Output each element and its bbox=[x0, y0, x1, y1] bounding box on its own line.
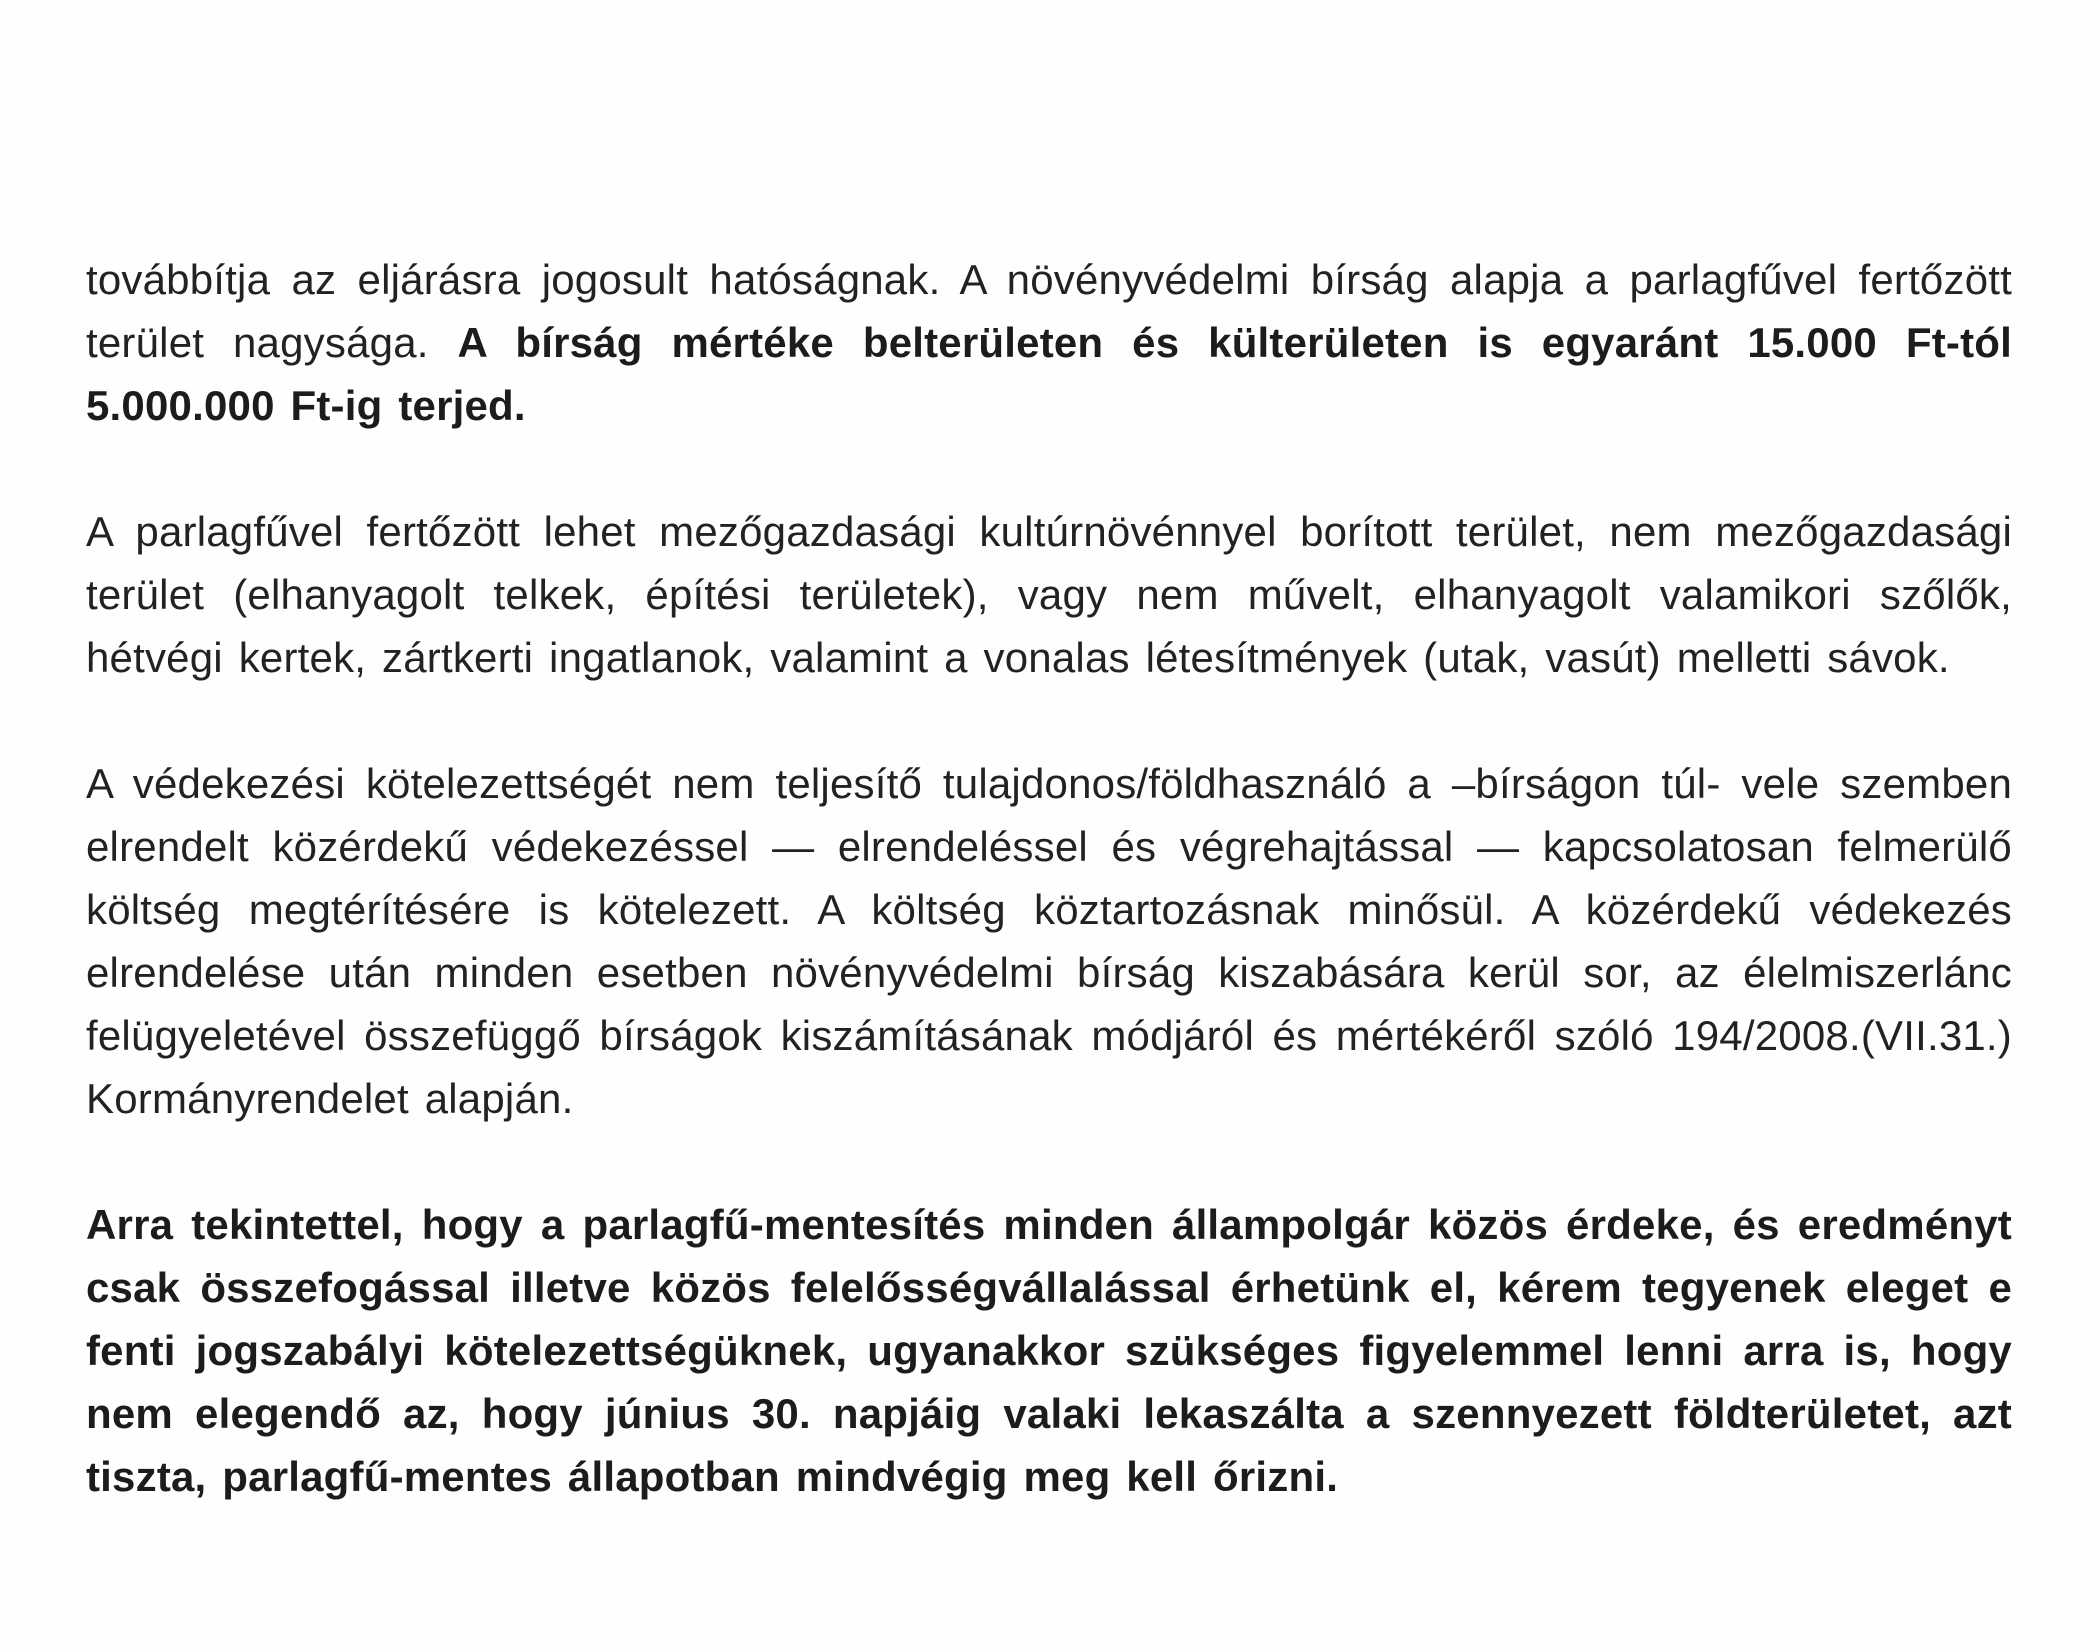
paragraph-2 bbox=[86, 500, 2012, 689]
document-body bbox=[86, 248, 2012, 1508]
paragraph-1-run-1: továbbítja az eljárásra jogosult hatóságnak. A növényvédelmi bírság alapja a parlagfűvel fertőzött terület nagysága. bbox=[86, 256, 2012, 366]
paragraph-4 bbox=[86, 1193, 2012, 1508]
paragraph-3-run-1: A védekezési kötelezettségét nem teljesítő tulajdonos/földhasználó a –bírságon túl- vele szemben elrendelt közérdekű védekezéssel — elrendeléssel és végrehajtással — kapcsolatosan felmerülő költség megtérítésére is kötelezett. A költség köztartozásnak minősül. A közérdekű védekezés elrendelése után minden esetben növényvédelmi bírság kiszabására kerül sor, az élelmiszerlánc felügyeletével összefüggő bírságok kiszámításának módjáról és mértékéről szóló 194/2008.(VII.31.) Kormányrendelet alapján. bbox=[86, 760, 2012, 1122]
paragraph-4-run-1: Arra tekintettel, hogy a parlagfű-mentesítés minden állampolgár közös érdeke, és eredményt csak összefogással illetve közös felelősségvállalással érhetünk el, kérem tegyenek eleget e fenti jogszabályi kötelezettségüknek, ugyanakkor szükséges figyelemmel lenni arra is, hogy nem elegendő az, hogy június 30. napjáig valaki lekaszálta a szennyezett földterületet, azt tiszta, parlagfű-mentes állapotban mindvégig meg kell őrizni. bbox=[86, 1201, 2012, 1500]
paragraph-3 bbox=[86, 752, 2012, 1130]
paragraph-1-run-2: A bírság mértéke belterületen és külterületen is egyaránt 15.000 Ft-tól 5.000.000 Ft-ig terjed. bbox=[86, 319, 2012, 429]
paragraph-1 bbox=[86, 248, 2012, 437]
paragraph-2-run-1: A parlagfűvel fertőzött lehet mezőgazdasági kultúrnövénnyel borított terület, nem mezőgazdasági terület (elhanyagolt telkek, építési területek), vagy nem művelt, elhanyagolt valamikori szőlők, hétvégi kertek, zártkerti ingatlanok, valamint a vonalas létesítmények (utak, vasút) melletti sávok. bbox=[86, 508, 2012, 681]
